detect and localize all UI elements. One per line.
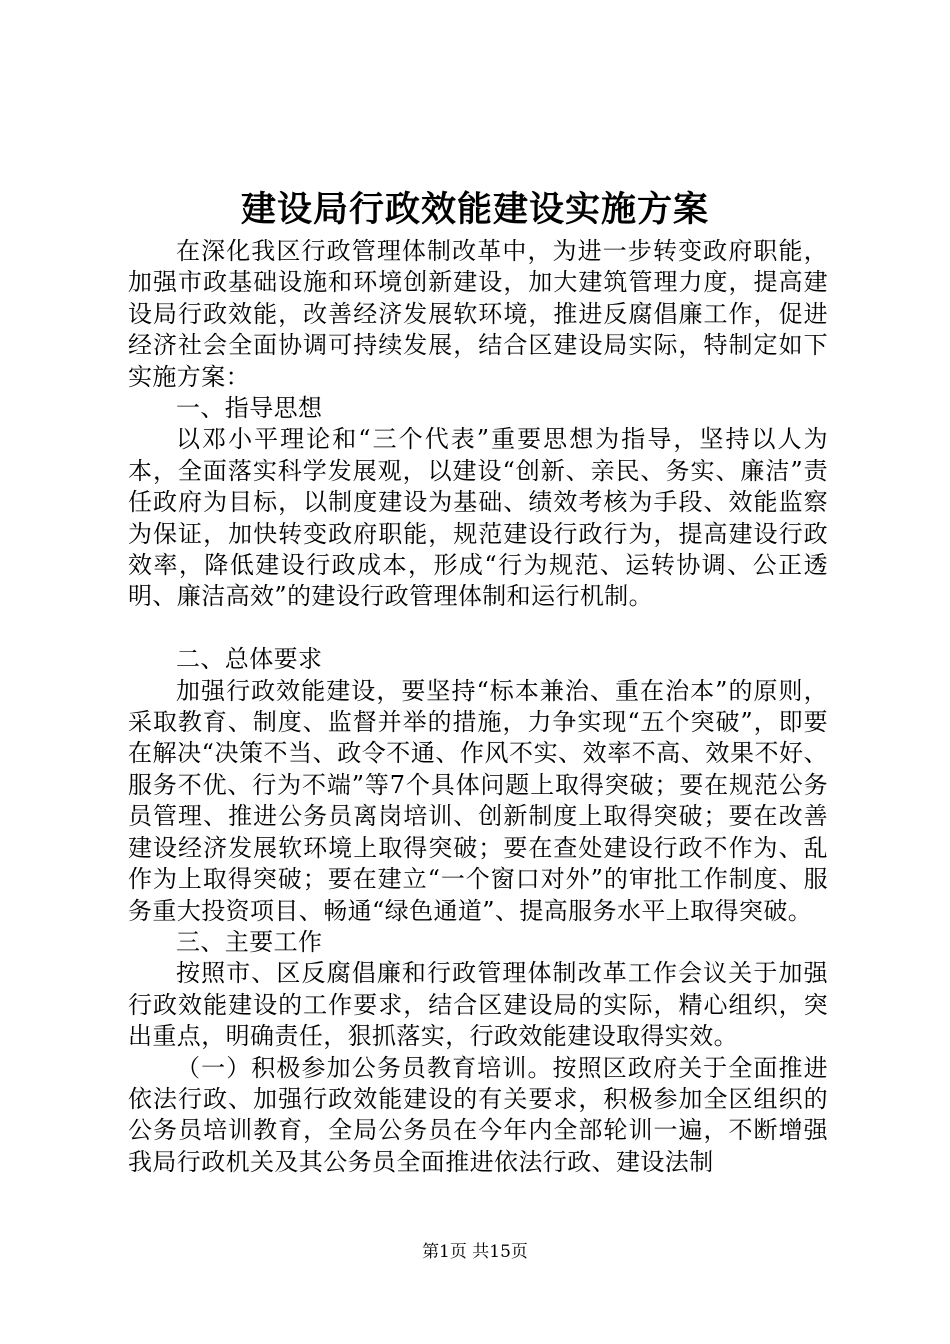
section-heading-overall-requirements: 二、总体要求 bbox=[176, 645, 323, 674]
document-title: 建设局行政效能建设实施方案 bbox=[240, 189, 709, 230]
overall-requirements-paragraph: 加强行政效能建设，要坚持“标本兼治、重在治本”的原则，采取教育、制度、监督并举的措施，力争实现“五个突破”，即要在解决“决策不当、政令不通、作风不实、效率不高、效果不好、服务不优、行为不端”等7个具体问题上取得突破；要在规范公务员管理、推进公务员离岗培训、创新制度上取得突破；要在改善建设经济发展软环境上取得突破；要在查处建设行政不作为、乱作为上取得突破；要在建立“一个窗口对外”的审批工作制度、服务重大投资项目、畅通“绿色通道”、提高服务水平上取得突破。 bbox=[128, 676, 828, 925]
intro-paragraph: 在深化我区行政管理体制改革中，为进一步转变政府职能，加强市政基础设施和环境创新建设，加大建筑管理力度，提高建设局行政效能，改善经济发展软环境，推进反腐倡廉工作，促进经济社会全面协调可持续发展，结合区建设局实际，特制定如下实施方案： bbox=[128, 237, 828, 391]
section-heading-guiding-thought: 一、指导思想 bbox=[176, 394, 323, 423]
guiding-thought-paragraph: 以邓小平理论和“三个代表”重要思想为指导，坚持以人为本，全面落实科学发展观，以建设“创新、亲民、务实、廉洁”责任政府为目标，以制度建设为基础、绩效考核为手段、效能监察为保证，加快转变政府职能，规范建设行政行为，提高建设行政效率，降低建设行政成本，形成“行为规范、运转协调、公正透明、廉洁高效”的建设行政管理体制和运行机制。 bbox=[128, 425, 828, 611]
training-paragraph: （一）积极参加公务员教育培训。按照区政府关于全面推进依法行政、加强行政效能建设的有关要求，积极参加全区组织的公务员培训教育，全局公务员在今年内全部轮训一遍，不断增强我局行政机关及其公务员全面推进依法行政、建设法制 bbox=[128, 1053, 828, 1176]
section-heading-main-work: 三、主要工作 bbox=[176, 927, 323, 956]
blank-line bbox=[128, 613, 828, 644]
main-work-paragraph: 按照市、区反腐倡廉和行政管理体制改革工作会议关于加强行政效能建设的工作要求，结合区建设局的实际，精心组织，突出重点，明确责任，狠抓落实，行政效能建设取得实效。 bbox=[128, 959, 828, 1051]
document-body bbox=[128, 236, 828, 1178]
page-number-footer: 第1页 共15页 bbox=[422, 1242, 528, 1262]
